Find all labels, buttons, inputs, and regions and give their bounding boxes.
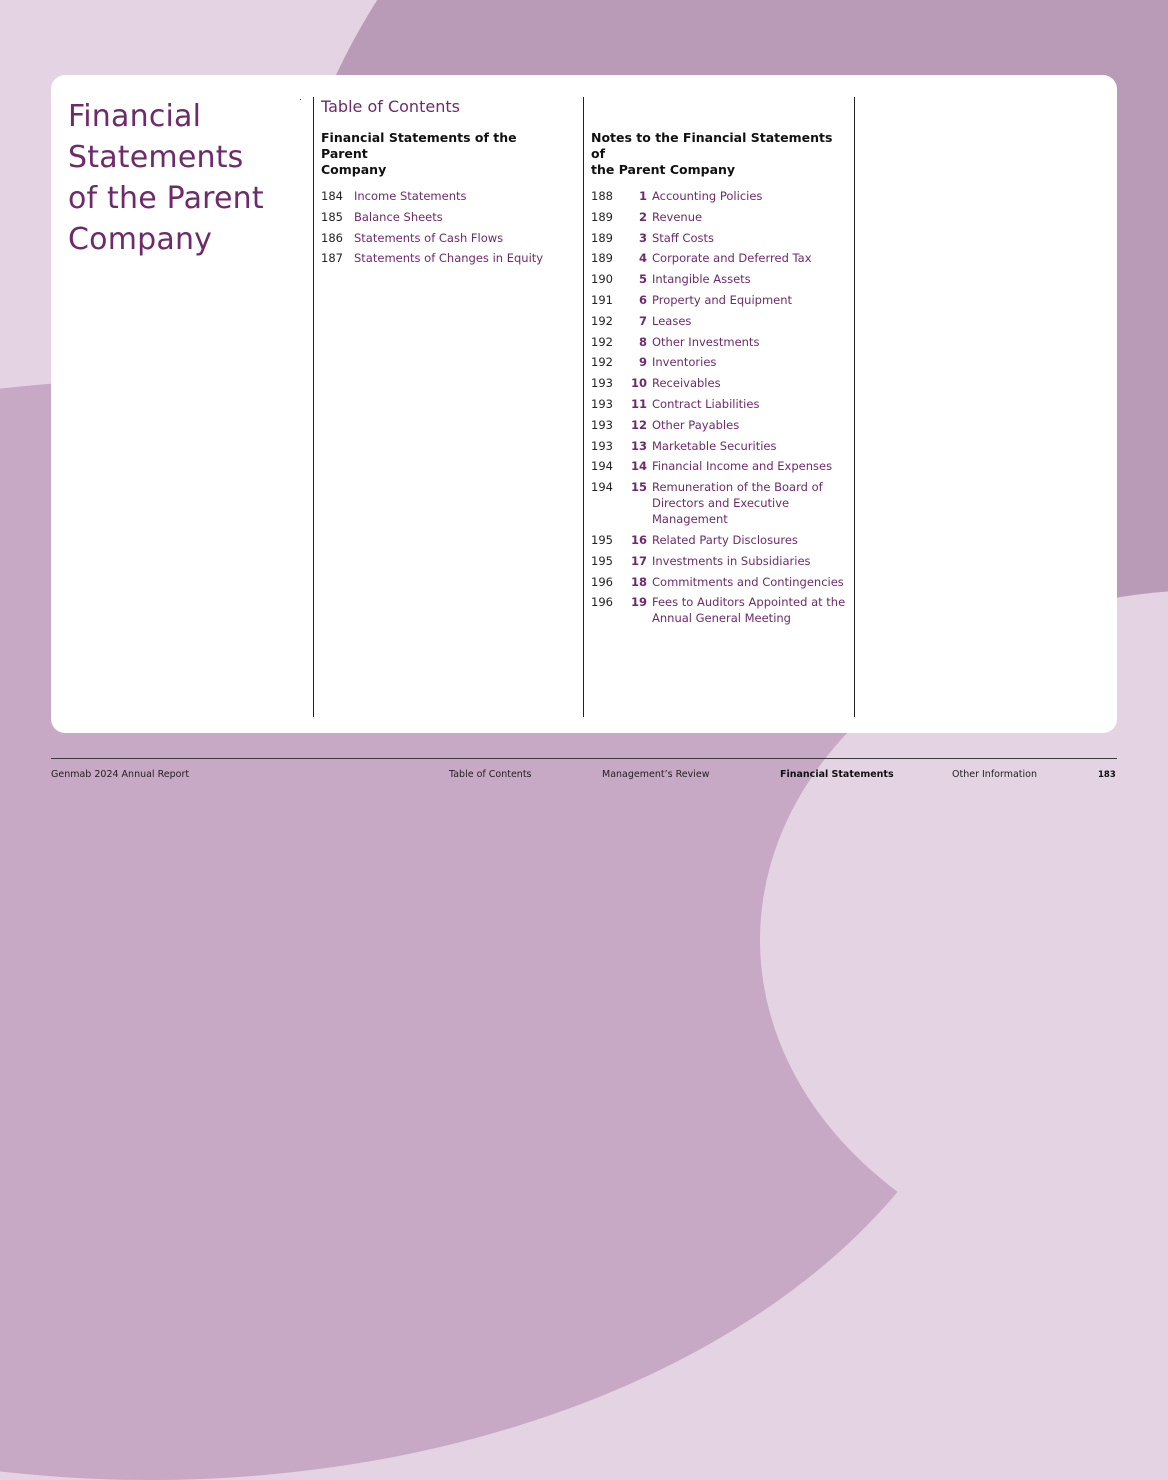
footer-report-title: Genmab 2024 Annual Report bbox=[51, 769, 190, 780]
toc-entry-link[interactable]: Commitments and Contingencies bbox=[652, 574, 844, 589]
toc-entry-link[interactable]: Statements of Changes in Equity bbox=[354, 251, 544, 266]
toc-note-number: 12 bbox=[630, 417, 647, 432]
toc-page-number: 194 bbox=[591, 459, 613, 474]
toc-entry-link[interactable]: Remuneration of the Board of Directors and Executive Management bbox=[652, 480, 823, 527]
toc-note-number: 14 bbox=[630, 459, 647, 474]
toc-entry[interactable] bbox=[591, 292, 846, 308]
toc-entry-link[interactable]: Revenue bbox=[652, 209, 703, 224]
toc-entry[interactable] bbox=[591, 230, 846, 246]
toc-entry-link[interactable]: Balance Sheets bbox=[354, 209, 443, 224]
toc-page-number: 189 bbox=[591, 251, 613, 266]
toc-note-number: 9 bbox=[638, 355, 647, 370]
toc-page-number: 185 bbox=[321, 209, 343, 224]
toc-note-number: 13 bbox=[630, 438, 647, 453]
toc-note-number: 18 bbox=[630, 574, 647, 589]
footer-divider bbox=[51, 758, 1117, 759]
column-divider bbox=[854, 97, 855, 717]
toc-entry-link[interactable]: Inventories bbox=[652, 355, 717, 370]
toc-note-number: 3 bbox=[638, 230, 647, 245]
toc-entry[interactable] bbox=[591, 334, 846, 350]
toc-page-number: 193 bbox=[591, 417, 613, 432]
content-card bbox=[51, 75, 1117, 733]
toc-note-number: 10 bbox=[630, 376, 647, 391]
toc-page-number: 184 bbox=[321, 189, 343, 203]
toc-entry[interactable] bbox=[321, 209, 566, 225]
toc-entry[interactable] bbox=[591, 354, 846, 370]
toc-entry[interactable] bbox=[591, 313, 846, 329]
toc-entry[interactable] bbox=[591, 375, 846, 391]
toc-entry-link[interactable]: Receivables bbox=[652, 376, 721, 391]
toc-entry-link[interactable]: Other Investments bbox=[652, 334, 760, 349]
toc-note-number: 15 bbox=[630, 480, 647, 495]
toc-heading: Table of Contents bbox=[321, 97, 460, 116]
toc-entry[interactable] bbox=[591, 250, 846, 266]
toc-entry-link[interactable]: Other Payables bbox=[652, 417, 740, 432]
toc-page-number: 196 bbox=[591, 574, 613, 589]
column-heading: Notes to the Financial Statements of the Parent Company bbox=[591, 130, 833, 177]
toc-entry-link[interactable]: Investments in Subsidiaries bbox=[652, 553, 811, 568]
toc-page-number: 195 bbox=[591, 553, 613, 568]
toc-entry[interactable] bbox=[321, 250, 566, 266]
toc-entry-link[interactable]: Fees to Auditors Appointed at the Annual General Meeting bbox=[652, 595, 846, 626]
toc-entry[interactable] bbox=[591, 417, 846, 433]
footer-nav-managements-review[interactable]: Management’s Review bbox=[602, 769, 710, 780]
toc-entry[interactable] bbox=[591, 271, 846, 287]
toc-note-number: 4 bbox=[638, 251, 647, 266]
toc-note-number: 8 bbox=[638, 334, 647, 349]
toc-entry[interactable] bbox=[591, 438, 846, 454]
toc-entry[interactable] bbox=[591, 479, 846, 527]
column-heading: Financial Statements of the Parent Company bbox=[321, 130, 517, 177]
toc-page-number: 192 bbox=[591, 313, 613, 328]
toc-page-number: 191 bbox=[591, 292, 613, 307]
footer-nav-other-information[interactable]: Other Information bbox=[952, 769, 1037, 780]
toc-entry[interactable] bbox=[591, 532, 846, 548]
footer-page-number: 183 bbox=[1098, 770, 1116, 780]
toc-page-number: 189 bbox=[591, 209, 613, 224]
decorative-dot bbox=[300, 99, 301, 100]
toc-entry-list bbox=[321, 188, 566, 266]
toc-page-number: 190 bbox=[591, 272, 613, 287]
toc-entry-link[interactable]: Staff Costs bbox=[652, 230, 714, 245]
toc-entry-link[interactable]: Contract Liabilities bbox=[652, 396, 760, 411]
toc-page-number: 195 bbox=[591, 532, 613, 547]
toc-entry-list bbox=[591, 188, 846, 626]
toc-page-number: 196 bbox=[591, 595, 613, 610]
page-title: Financial Statements of the Parent Company bbox=[68, 99, 264, 257]
toc-entry-link[interactable]: Related Party Disclosures bbox=[652, 532, 798, 547]
footer-nav-table-of-contents[interactable]: Table of Contents bbox=[449, 769, 532, 780]
toc-note-number: 5 bbox=[638, 272, 647, 287]
toc-entry-link[interactable]: Statements of Cash Flows bbox=[354, 230, 504, 245]
toc-entry-link[interactable]: Corporate and Deferred Tax bbox=[652, 251, 812, 266]
toc-entry[interactable] bbox=[591, 574, 846, 590]
toc-entry-link[interactable]: Financial Income and Expenses bbox=[652, 459, 833, 474]
toc-page-number: 192 bbox=[591, 355, 613, 370]
toc-entry[interactable] bbox=[321, 188, 566, 204]
toc-page-number: 192 bbox=[591, 334, 613, 349]
toc-note-number: 16 bbox=[630, 532, 647, 547]
toc-page-number: 193 bbox=[591, 438, 613, 453]
toc-column-notes bbox=[591, 130, 846, 631]
toc-note-number: 11 bbox=[630, 396, 647, 411]
footer-nav-financial-statements[interactable]: Financial Statements bbox=[780, 769, 894, 780]
column-divider bbox=[583, 97, 584, 717]
toc-column-parent-statements bbox=[321, 130, 566, 271]
toc-note-number: 19 bbox=[630, 595, 647, 610]
toc-entry[interactable] bbox=[591, 594, 846, 626]
toc-page-number: 189 bbox=[591, 230, 613, 245]
toc-page-number: 186 bbox=[321, 230, 343, 245]
toc-note-number: 1 bbox=[638, 189, 647, 203]
toc-entry-link[interactable]: Income Statements bbox=[354, 189, 467, 203]
toc-entry[interactable] bbox=[591, 396, 846, 412]
toc-entry-link[interactable]: Marketable Securities bbox=[652, 438, 777, 453]
column-divider bbox=[313, 97, 314, 717]
toc-note-number: 2 bbox=[638, 209, 647, 224]
toc-entry[interactable] bbox=[591, 458, 846, 474]
toc-note-number: 17 bbox=[630, 553, 647, 568]
toc-entry-link[interactable]: Leases bbox=[652, 313, 692, 328]
toc-entry[interactable] bbox=[591, 553, 846, 569]
toc-entry[interactable] bbox=[591, 188, 846, 204]
toc-page-number: 187 bbox=[321, 251, 343, 266]
toc-entry-link[interactable]: Accounting Policies bbox=[652, 189, 763, 203]
toc-note-number: 7 bbox=[638, 313, 647, 328]
toc-page-number: 188 bbox=[591, 189, 613, 203]
toc-page-number: 194 bbox=[591, 480, 613, 495]
toc-page-number: 193 bbox=[591, 376, 613, 391]
toc-entry-link[interactable]: Property and Equipment bbox=[652, 292, 793, 307]
toc-entry-link[interactable]: Intangible Assets bbox=[652, 272, 751, 287]
toc-entry[interactable] bbox=[591, 209, 846, 225]
toc-entry[interactable] bbox=[321, 230, 566, 246]
toc-note-number: 6 bbox=[638, 292, 647, 307]
toc-page-number: 193 bbox=[591, 396, 613, 411]
